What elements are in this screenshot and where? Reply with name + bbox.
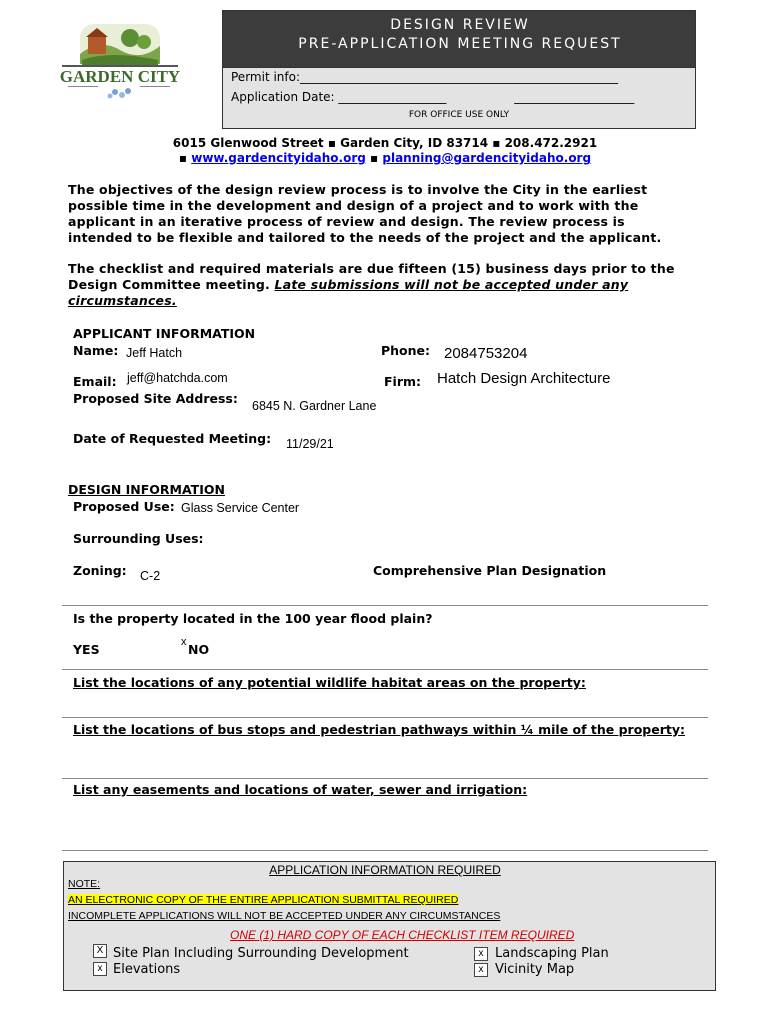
email-label: Email:	[73, 374, 117, 389]
phone-label: Phone:	[381, 343, 431, 358]
name-label: Name:	[73, 343, 119, 358]
garden-city-logo	[60, 20, 180, 102]
checklist-text: The checklist and required materials are due fifteen (15) business days prior to the Design Committee meeting.	[68, 261, 675, 292]
site-address-field[interactable]: 6845 N. Gardner Lane	[252, 399, 377, 413]
proposed-use-label: Proposed Use:	[73, 499, 175, 514]
flood-no-option[interactable]: NO	[188, 642, 210, 657]
permit-info-field[interactable]: Permit info:_____________________________________________________	[231, 70, 619, 84]
phone-field[interactable]: 2084753204	[444, 345, 528, 362]
email-field[interactable]: jeff@hatchda.com	[127, 371, 228, 385]
landscaping-checkbox[interactable]: x	[474, 947, 488, 961]
application-date-blank: ____________________	[514, 90, 635, 104]
proposed-use-field[interactable]: Glass Service Center	[181, 501, 300, 515]
flood-yes-option[interactable]: YES	[73, 642, 100, 657]
flood-no-checkmark[interactable]: x	[181, 636, 187, 648]
website-link[interactable]: www.gardencityidaho.org	[191, 151, 366, 165]
bullet: ▪	[370, 151, 379, 165]
form-title-line1: DESIGN REVIEW	[390, 17, 530, 33]
city-address: 6015 Glenwood Street ▪ Garden City, ID 83714 ▪ 208.472.2921	[172, 136, 598, 150]
divider	[62, 605, 708, 606]
title-band	[222, 10, 696, 68]
late-submission-note: Late submissions will not be accepted under any circumstances.	[68, 277, 629, 308]
zoning-label: Zoning:	[73, 563, 127, 578]
incomplete-note: INCOMPLETE APPLICATIONS WILL NOT BE ACCEPTED UNDER ANY CIRCUMSTANCES	[68, 910, 501, 922]
electronic-copy-note	[68, 894, 458, 906]
bus-stops-question: List the locations of bus stops and pedestrian pathways within ¼ mile of the property:	[73, 722, 686, 737]
site-plan-checkbox[interactable]: X	[93, 944, 107, 958]
comp-plan-label: Comprehensive Plan Designation	[373, 563, 607, 578]
flood-plain-question: Is the property located in the 100 year flood plain?	[73, 611, 433, 626]
requirements-title: APPLICATION INFORMATION REQUIRED	[269, 863, 501, 877]
wildlife-question: List the locations of any potential wildlife habitat areas on the property:	[73, 675, 586, 690]
landscaping-label: Landscaping Plan	[495, 946, 609, 961]
elevations-checkbox[interactable]: x	[93, 962, 107, 976]
site-plan-label: Site Plan Including Surrounding Development	[113, 946, 409, 961]
electronic-copy-text: AN ELECTRONIC COPY OF THE ENTIRE APPLICATION SUBMITTAL REQUIRED	[68, 894, 459, 906]
application-date-label: Application Date: __________________	[231, 90, 447, 104]
firm-field[interactable]: Hatch Design Architecture	[437, 370, 611, 387]
email-link[interactable]: planning@gardencityidaho.org	[382, 151, 592, 165]
elevations-label: Elevations	[113, 962, 181, 977]
divider	[62, 717, 708, 718]
firm-label: Firm:	[384, 374, 422, 389]
name-field[interactable]: Jeff Hatch	[126, 346, 183, 360]
office-use-label: FOR OFFICE USE ONLY	[408, 110, 510, 120]
design-section-title: DESIGN INFORMATION	[68, 482, 225, 497]
easements-question: List any easements and locations of water, sewer and irrigation:	[73, 782, 528, 797]
vicinity-map-label: Vicinity Map	[495, 962, 575, 977]
divider	[62, 778, 708, 779]
form-title-line2: PRE-APPLICATION MEETING REQUEST	[298, 36, 622, 52]
divider	[62, 669, 708, 670]
bullet: ▪	[178, 151, 188, 165]
meeting-date-field[interactable]: 11/29/21	[286, 437, 334, 451]
surrounding-uses-label: Surrounding Uses:	[73, 531, 204, 546]
checklist-paragraph	[68, 261, 684, 309]
vicinity-map-checkbox[interactable]: x	[474, 963, 488, 977]
svg-text:GARDEN CITY: GARDEN CITY	[60, 67, 180, 86]
divider	[62, 850, 708, 851]
meeting-date-label: Date of Requested Meeting:	[73, 431, 272, 446]
application-date-field[interactable]	[231, 90, 634, 104]
applicant-section-title: APPLICANT INFORMATION	[73, 326, 256, 341]
contact-links	[0, 151, 770, 165]
note-label: NOTE:	[68, 878, 101, 890]
hard-copy-note: ONE (1) HARD COPY OF EACH CHECKLIST ITEM REQUIRED	[230, 928, 575, 942]
zoning-field[interactable]: C-2	[140, 569, 161, 583]
site-address-label: Proposed Site Address:	[73, 391, 238, 406]
objectives-paragraph: The objectives of the design review process is to involve the City in the earliest possible time in the development and design of a project and to work with the applicant in an iterative process of review and design. The review process is intended to be flexible and tailored to the needs of the project and the applicant.	[68, 182, 662, 245]
